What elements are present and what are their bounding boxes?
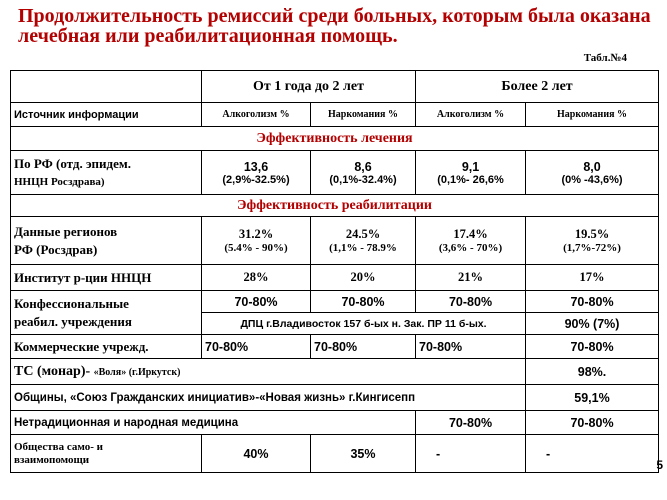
cell-value: 98%. (526, 359, 659, 385)
header-period-1: От 1 года до 2 лет (202, 71, 416, 103)
cell-range: (2,9%-32.5%) (222, 173, 290, 186)
table-row (11, 151, 659, 195)
row-label-confessional (11, 291, 202, 335)
row-label-regions (11, 217, 202, 265)
cell-value (202, 151, 311, 195)
table-row (11, 217, 659, 265)
row-label-selfhelp (11, 435, 202, 473)
row-label-rf (11, 151, 202, 195)
table-row (11, 385, 659, 411)
table-row (11, 359, 659, 385)
cell-value: 28% (202, 265, 311, 291)
header-narcomania-2: Наркомания % (526, 103, 659, 127)
table-row (11, 291, 659, 313)
cell-range: (5.4% - 90%) (224, 242, 288, 254)
page-number: 5 (656, 458, 663, 472)
row-label-nontraditional: Нетрадиционная и народная медицина (11, 411, 416, 435)
row-label-main: ТС (монар)- (14, 363, 91, 379)
cell-value (526, 151, 659, 195)
cell-main: 24.5% (345, 227, 381, 241)
cell-range: (1,7%-72%) (563, 242, 621, 254)
header-alcoholism-2: Алкоголизм % (416, 103, 526, 127)
section-rehabilitation: Эффективность реабилитации (11, 195, 659, 217)
cell-value: 70-80% (202, 291, 311, 313)
cell-value: 35% (311, 435, 416, 473)
row-label-line: реабил. учреждения (14, 313, 132, 329)
row-label-line: Конфессиональные (14, 295, 129, 311)
header-period-2: Более 2 лет (416, 71, 659, 103)
cell-main: 19.5% (574, 227, 610, 241)
cell-value: 70-80% (526, 411, 659, 435)
table-row (11, 335, 659, 359)
confessional-note: ДПЦ г.Владивосток 157 б-ых н. Зак. ПР 11 б-ых. (202, 313, 526, 335)
cell-value: 20% (311, 265, 416, 291)
table-row (11, 195, 659, 217)
header-alcoholism-1: Алкоголизм % (202, 103, 311, 127)
cell-value: 59,1% (526, 385, 659, 411)
cell-main: 8,0 (583, 159, 601, 174)
cell-value: 21% (416, 265, 526, 291)
cell-value: 70-80% (202, 335, 311, 359)
cell-value: 70-80% (416, 411, 526, 435)
row-label-small: «Воля» (г.Иркутск) (93, 366, 181, 378)
cell-value: 70-80% (526, 335, 659, 359)
row-label-line: ННЦН Росздрава) (14, 175, 105, 188)
row-label-line: РФ (Росздрав) (14, 241, 98, 257)
cell-range: (0% -43,6%) (561, 173, 623, 186)
row-label-line: По РФ (отд. эпидем. (14, 155, 131, 171)
cell-range: (1,1% - 78.9% (329, 242, 397, 254)
row-label-line: взаимопомощи (14, 453, 90, 466)
cell-value: 70-80% (526, 291, 659, 313)
row-label-commercial: Коммерческие учрежд. (11, 335, 202, 359)
section-treatment: Эффективность лечения (11, 127, 659, 151)
table-row (11, 71, 659, 103)
cell-range: (0,1%-32.4%) (329, 173, 397, 186)
cell-value (526, 217, 659, 265)
remission-table (10, 70, 659, 473)
cell-value: - (526, 435, 659, 473)
row-label-communities: Общины, «Союз Гражданских инициатив»-«Новая жизнь» г.Кингисепп (11, 385, 526, 411)
source-header: Источник информации (11, 103, 202, 127)
cell-value: 70-80% (311, 335, 416, 359)
cell-value (311, 217, 416, 265)
row-label-line: Данные регионов (14, 223, 118, 239)
cell-value: 70-80% (416, 335, 526, 359)
cell-value: - (416, 435, 526, 473)
row-label-institute: Институт р-ции ННЦН (11, 265, 202, 291)
table-row (11, 103, 659, 127)
table-label: Табл.№4 (583, 52, 627, 64)
header-empty-cell (11, 71, 202, 103)
cell-value: 90% (7%) (526, 313, 659, 335)
cell-value: 70-80% (311, 291, 416, 313)
cell-main: 31.2% (238, 227, 274, 241)
cell-value: 40% (202, 435, 311, 473)
cell-value (311, 151, 416, 195)
cell-main: 9,1 (461, 159, 480, 174)
table-row (11, 127, 659, 151)
row-label-line: Общества само- и (14, 440, 103, 453)
row-label-tc (11, 359, 526, 385)
header-narcomania-1: Наркомания % (311, 103, 416, 127)
cell-value (416, 151, 526, 195)
cell-value (202, 217, 311, 265)
table-row (11, 411, 659, 435)
cell-value: 17% (526, 265, 659, 291)
cell-main: 8,6 (354, 159, 372, 174)
cell-range: (3,6% - 70%) (438, 242, 503, 254)
cell-value (416, 217, 526, 265)
slide-title: Продолжительность ремиссий среди больных, которым была оказана лечебная или реабилитационная помощь. (18, 5, 651, 47)
table-row (11, 435, 659, 473)
cell-main: 13,6 (243, 159, 269, 174)
cell-range: (0,1%- 26,6% (437, 173, 504, 186)
table-row (11, 265, 659, 291)
cell-main: 17.4% (453, 227, 488, 241)
cell-value: 70-80% (416, 291, 526, 313)
